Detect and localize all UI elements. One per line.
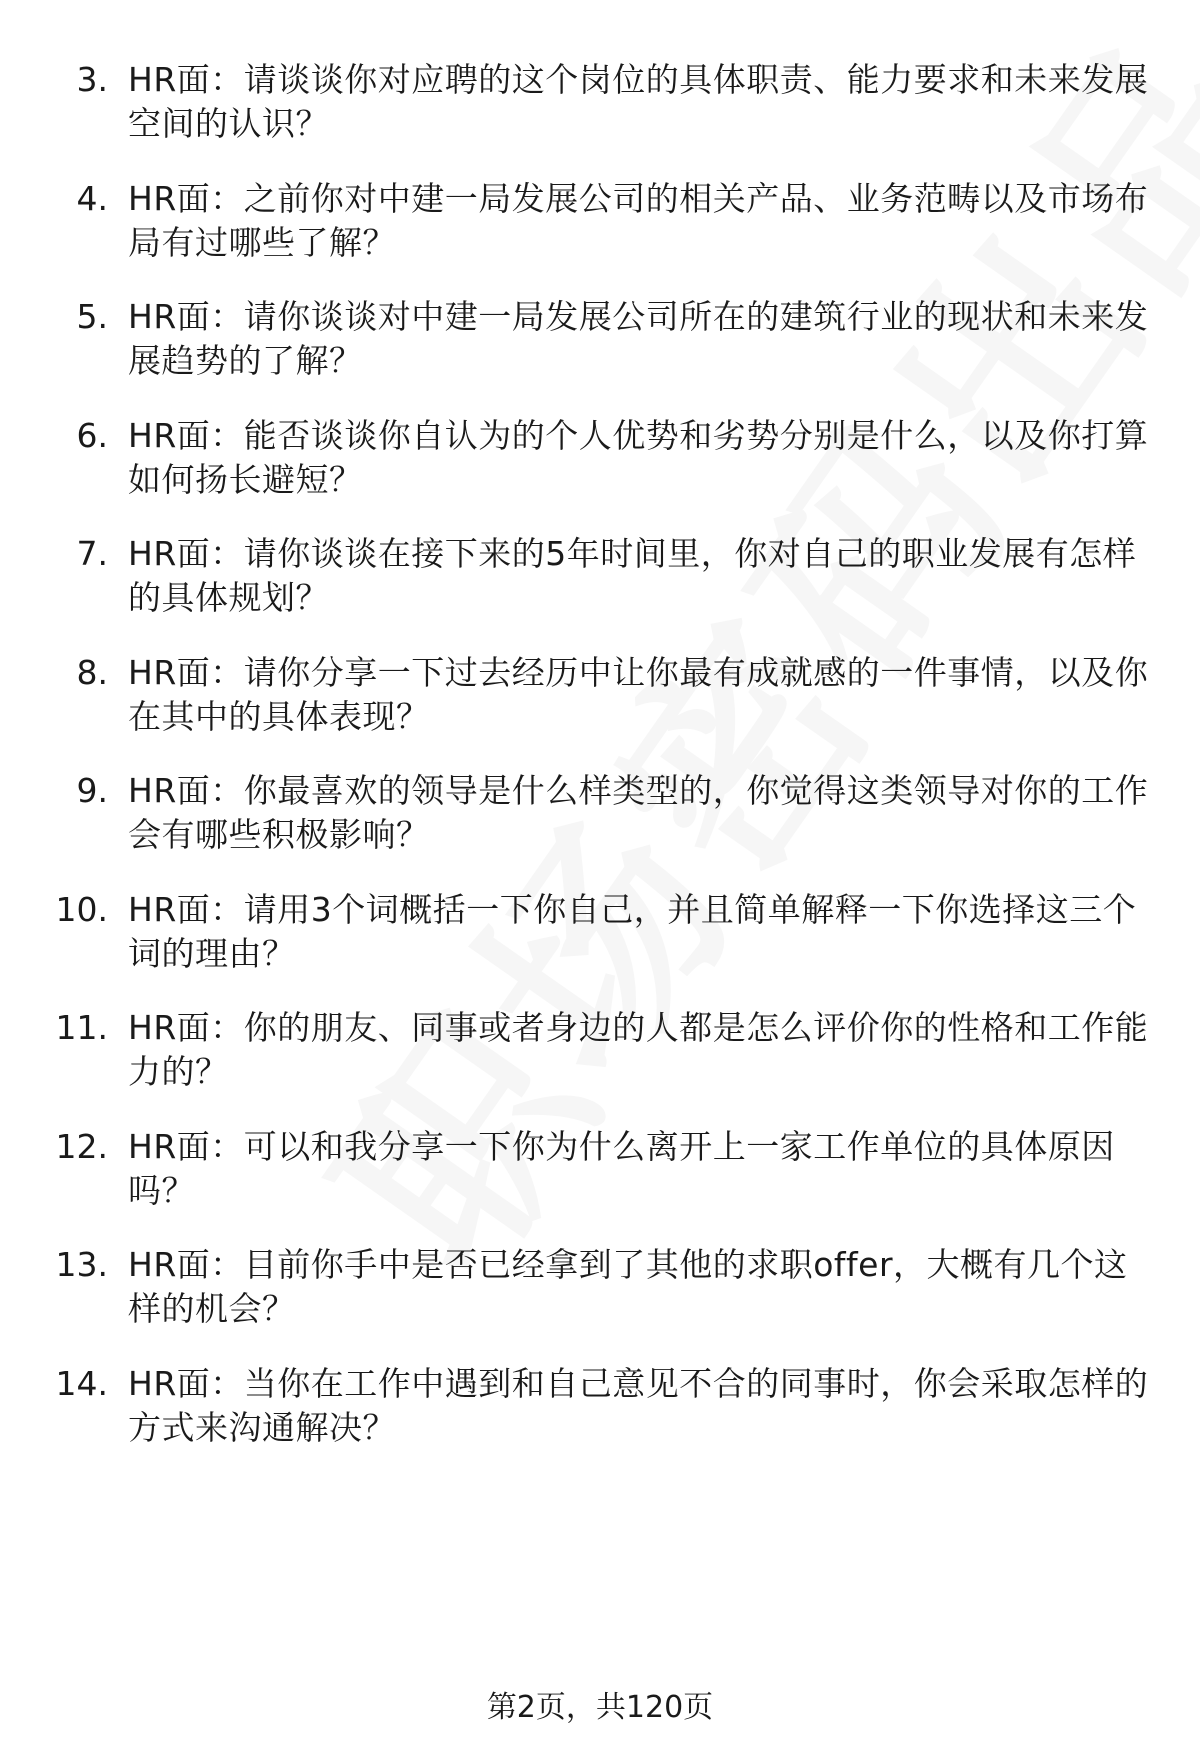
list-item (0, 532, 1200, 651)
list-item (0, 177, 1200, 296)
question-number: 4. (76, 178, 108, 218)
question-text: HR面：能否谈谈你自认为的个人优势和劣势分别是什么，以及你打算如何扬长避短？ (128, 415, 1149, 499)
question-number: 6. (76, 415, 108, 455)
question-number: 5. (76, 297, 108, 336)
question-text: HR面：之前你对中建一局发展公司的相关产品、业务范畴以及市场布局有过哪些了解？ (128, 178, 1149, 262)
list-item (0, 888, 1200, 1007)
question-text: HR面：请用3个词概括一下你自己，并且简单解释一下你选择这三个词的理由？ (128, 889, 1137, 973)
list-item (0, 769, 1200, 888)
list-item (0, 58, 1200, 177)
question-number: 11. (55, 1008, 108, 1047)
list-item (0, 295, 1200, 414)
question-number: 13. (55, 1245, 108, 1284)
page-number: 第2页，共120页 (486, 1690, 714, 1725)
question-number: 14. (55, 1363, 108, 1403)
list-item (0, 1006, 1200, 1125)
question-number: 12. (55, 1126, 108, 1166)
question-number: 3. (76, 60, 108, 99)
list-item (0, 414, 1200, 533)
question-number: 9. (76, 771, 108, 810)
list-item (0, 1243, 1200, 1362)
question-text: HR面：请你分享一下过去经历中让你最有成就感的一件事情，以及你在其中的具体表现？ (128, 652, 1149, 736)
question-text: HR面：可以和我分享一下你为什么离开上一家工作单位的具体原因吗？ (128, 1126, 1115, 1210)
question-text: HR面：目前你手中是否已经拿到了其他的求职offer，大概有几个这样的机会？ (128, 1245, 1128, 1328)
question-text: HR面：请谈谈你对应聘的这个岗位的具体职责、能力要求和未来发展空间的认识？ (128, 60, 1149, 143)
question-list (0, 58, 1200, 1480)
question-text: HR面：请你谈谈对中建一局发展公司所在的建筑行业的现状和未来发展趋势的了解？ (128, 297, 1149, 380)
question-text: HR面：请你谈谈在接下来的5年时间里，你对自己的职业发展有怎样的具体规划？ (128, 534, 1137, 617)
question-number: 10. (55, 889, 108, 929)
question-text: HR面：当你在工作中遇到和自己意见不合的同事时，你会采取怎样的方式来沟通解决？ (128, 1363, 1149, 1447)
question-number: 8. (76, 652, 108, 692)
list-item (0, 1125, 1200, 1244)
question-number: 7. (76, 534, 108, 573)
list-item (0, 1362, 1200, 1481)
question-text: HR面：你最喜欢的领导是什么样类型的，你觉得这类领导对你的工作会有哪些积极影响？ (128, 771, 1149, 854)
question-text: HR面：你的朋友、同事或者身边的人都是怎么评价你的性格和工作能力的？ (128, 1008, 1149, 1091)
list-item (0, 651, 1200, 770)
